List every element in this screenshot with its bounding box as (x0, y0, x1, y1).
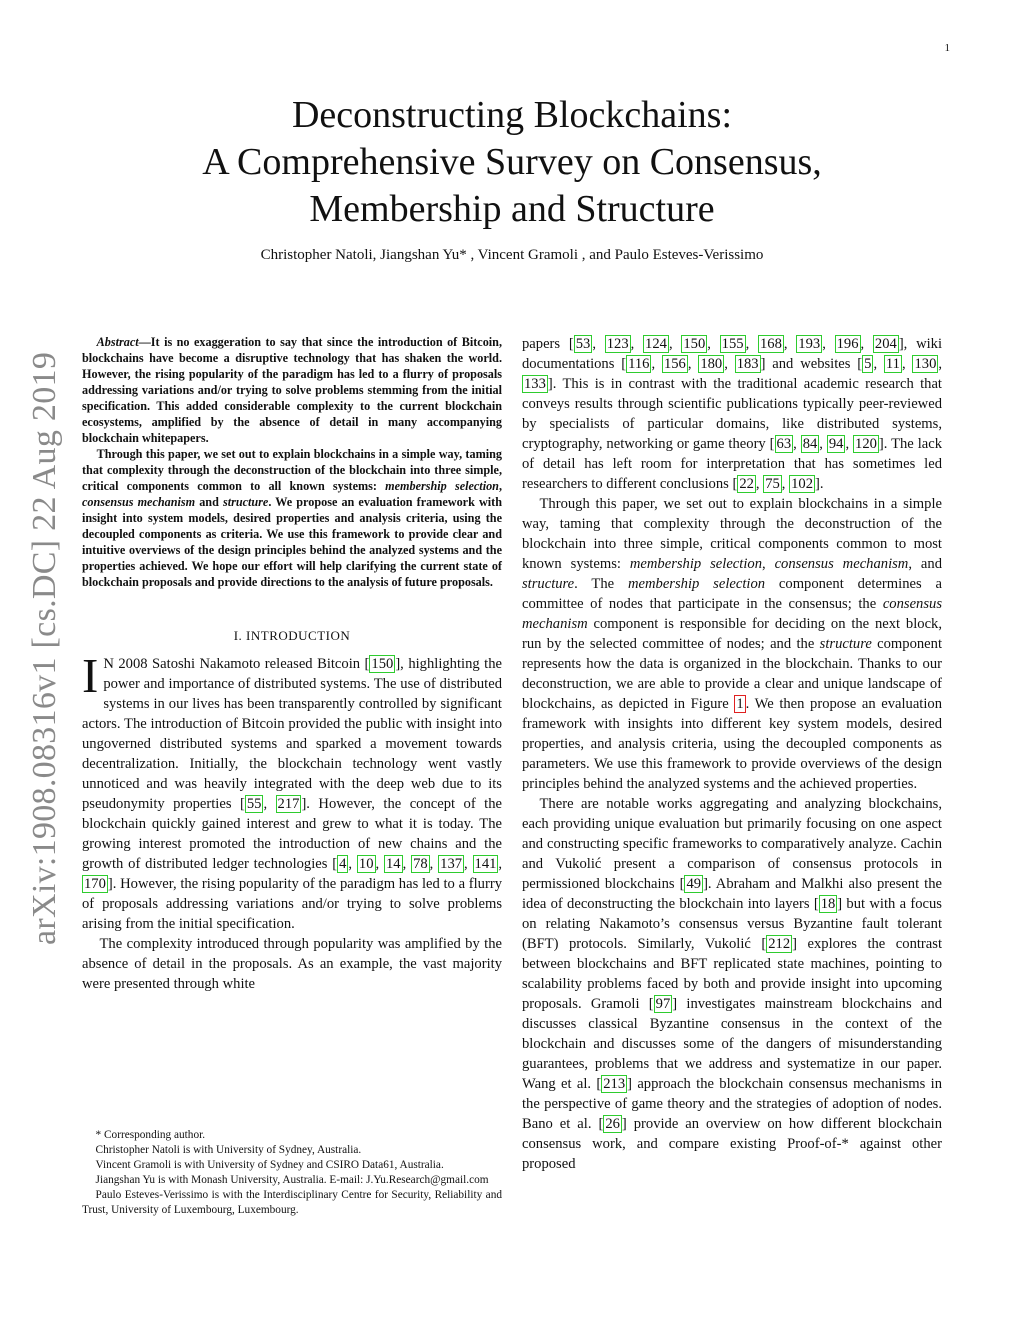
citation-link[interactable]: 130 (914, 356, 937, 372)
right-column (522, 334, 942, 1174)
citation-link[interactable]: 137 (440, 856, 463, 872)
citation-link[interactable]: 120 (855, 436, 877, 452)
arxiv-identifier-stamp: arXiv:1908.08316v1 [cs.DC] 22 Aug 2019 (26, 351, 63, 945)
abstract-lead: Abstract (96, 335, 139, 349)
intro-paragraph-5 (522, 794, 942, 1174)
citation-link[interactable]: 4 (339, 856, 347, 872)
citation-link[interactable]: 193 (798, 336, 821, 352)
intro-paragraph-2: The complexity introduced through popularity was amplified by the absence of detail in the proposals. As an example, the vast majority were presented through white (82, 936, 502, 992)
body-text: ] provide an overview on how different blockchain consensus work, and compare existing Proof-of-* against other proposed (522, 1116, 942, 1172)
left-column (82, 334, 502, 994)
emphasis: structure (819, 636, 872, 652)
citation-link[interactable]: 124 (645, 336, 667, 352)
citation-link[interactable]: 49 (686, 876, 702, 892)
footnote-affiliation: Vincent Gramoli is with University of Sydney and CSIRO Data61, Australia. (95, 1159, 444, 1171)
citation-link[interactable]: 155 (721, 336, 744, 352)
emphasis: consensus mechanism (774, 556, 909, 572)
body-text: papers [ (522, 336, 574, 352)
body-text: ] investigates mainstream blockchains and discusses classical Byzantine consensus in the context of the blockchain and discusses some of the dangers of misunderstanding guarantees, problems that we address and systematize in our paper. Wang et al. [ (522, 996, 942, 1092)
citation-link[interactable]: 212 (768, 936, 791, 952)
abstract-paragraph-1 (82, 334, 502, 446)
citation-link[interactable]: 84 (802, 436, 818, 452)
emphasis: membership selection (629, 556, 762, 572)
title-block (100, 92, 924, 265)
abstract-text: , (498, 479, 502, 493)
citation-link[interactable]: 75 (765, 476, 780, 492)
citation-link[interactable]: 18 (820, 896, 836, 912)
body-text: ]. Abraham and Malkhi also present the idea of deconstructing the blockchain into layers [ (522, 876, 942, 912)
figure-reference-link[interactable]: 1 (736, 696, 744, 712)
emphasis: structure (222, 495, 269, 509)
citation-link[interactable]: 14 (385, 856, 401, 872)
citation-link[interactable]: 11 (885, 356, 900, 372)
body-text: Through this paper, we set out to explain blockchains in a simple way, taming that complexity through the deconstruction of the blockchain into three simple, critical components common to most known systems: (522, 496, 942, 572)
citation-link[interactable]: 26 (605, 1116, 620, 1132)
body-text: ]. However, the rising popularity of the paradigm has led to a flurry of proposals addressing variations and/or trying to solve problems arising from the initial specification. (82, 876, 502, 932)
body-text: There are notable works aggregating and analyzing blockchains, each providing unique evaluation but primarily focusing on one aspect and constructing specific frameworks to comparatively analyze. Cachin and Vukolić present a comparison of consensus protocols in permissioned blockchains [ (522, 796, 942, 892)
citation-link[interactable]: 213 (603, 1076, 626, 1092)
body-text: ]. (814, 476, 824, 492)
emphasis: consensus mechanism (522, 596, 942, 632)
paper-title-line-1: Deconstructing Blockchains: (291, 94, 733, 136)
citation-link[interactable]: 180 (700, 356, 723, 372)
citation-link[interactable]: 141 (474, 856, 497, 872)
body-text: ]. The lack of detail has left room for interpretation that has sometimes led researchers to different conclusions [ (522, 436, 943, 492)
page-number: 1 (944, 42, 950, 54)
citation-link[interactable]: 133 (524, 376, 546, 392)
body-text: ] but with a focus on relating Nakamoto’s consensus versus Byzantine fault tolerant (BFT) protocols. Similarly, Vukolić [ (522, 896, 942, 952)
citation-link[interactable]: 123 (606, 336, 629, 352)
abstract-text: and (195, 495, 223, 509)
body-text: ] and websites [ (760, 356, 863, 372)
paper-title-line-3: Membership and Structure (309, 188, 715, 230)
abstract-text: . We propose an evaluation framework with insight into system models, desired properties and analysis criteria, using the decoupled components as criteria. We use this framework to provide clear and intuitive overviews of the design principles behind the analyzed systems and the properties achieved. We hope our effort will help clarifying the current state of blockchain proposals and provide directions to the analysis of future proposals. (82, 495, 502, 589)
emphasis: structure (522, 576, 575, 592)
introduction-body-left (82, 648, 503, 994)
section-heading-introduction: I. INTRODUCTION (233, 628, 351, 643)
citation-link[interactable]: 150 (371, 656, 394, 672)
citation-link[interactable]: 55 (246, 796, 262, 812)
emphasis: membership selection (385, 479, 499, 493)
emphasis: consensus mechanism (82, 495, 196, 509)
body-text: . The (574, 576, 628, 592)
author-list: Christopher Natoli, Jiangshan Yu* , Vincent Gramoli , and Paulo Esteves-Verissimo (260, 247, 764, 263)
citation-link[interactable]: 78 (413, 856, 428, 872)
citation-link[interactable]: 116 (628, 356, 650, 372)
body-text: ] explores the contrast between blockchains and BFT replicated state machines, pointing to scalability problems faced by both and provide insight into upcoming proposals. Gramoli [ (522, 936, 942, 1012)
footnote-affiliation: Jiangshan Yu is with Monash University, Australia. E-mail: J.Yu.Research@gmail.com (95, 1174, 489, 1186)
body-text: , and (908, 556, 942, 572)
body-text: component is responsible for deciding on the next block, run by the selected committee of nodes; and the (522, 616, 942, 652)
footnotes (82, 1128, 502, 1218)
intro-paragraph-3: papers [ 53 , 123 , 124 , 150 , 155 , 168 , 193 , 196 , 204 ], wiki documentations [ 116 , 156 , 180 , 183 ] and websites [ 5 , 11 , 130 , 133 ]. This is in contrast with the traditional academic research that conveys results through scientific publications typically peer-reviewed by specialists of particular domains, like distributed systems, cryptography, networking or game theory [ 63 , 84 , 94 , 120 ]. The lack of detail has left room for interpretation that has sometimes led researchers to different conclusions [ 22 , 75 , 102 ]. (522, 336, 943, 492)
citation-link[interactable]: 168 (759, 336, 782, 352)
body-text: . We then propose an evaluation framework with insights into different key system models, desired properties, and analysis criteria, using the decoupled components as parameters. We use this framework to provide overviews of the design principles behind the analyzed systems and the achieved properties. (522, 696, 942, 792)
citation-link[interactable]: 217 (277, 796, 300, 812)
body-text: ] approach the blockchain consensus mechanisms in the perspective of game theory and the strategies of adoption of nodes. Bano et al. [ (522, 1076, 942, 1132)
body-text: component represents how the data is organized in the blockchain. Thanks to our deconstruction, we are able to provide a clear and unique landscape of blockchains, as depicted in Figure (522, 636, 942, 712)
body-text: component determines a committee of nodes that participate in the consensus; the (522, 576, 942, 612)
footnote-corresponding-author: * Corresponding author. (95, 1129, 206, 1141)
body-text: ]. However, the concept of the blockchain quickly gained interest and grew to what it is today. The growing interest promoted the introduction of new chains and the growth of distributed ledger technologies [ (82, 796, 502, 872)
body-text: N 2008 Satoshi Nakamoto released Bitcoin [ (103, 656, 370, 672)
body-text: ]. This is in contrast with the traditional academic research that conveys results through scientific publications typically peer-reviewed by specialists of particular domains, like distributed systems, cryptography, networking or game theory [ (522, 376, 942, 452)
citation-link[interactable]: 63 (776, 436, 792, 452)
footnote-affiliation: Paulo Esteves-Verissimo is with the Interdisciplinary Centre for Security, Reliability and Trust, University of Luxembourg, Luxembourg. (82, 1189, 502, 1216)
abstract-paragraph-2 (82, 446, 502, 590)
citation-link[interactable]: 53 (575, 336, 591, 352)
introduction-body-right (522, 334, 942, 1174)
citation-link[interactable]: 156 (663, 356, 686, 372)
citation-link[interactable]: 94 (828, 436, 844, 452)
citation-link[interactable]: 150 (683, 336, 706, 352)
intro-paragraph-4 (522, 494, 942, 794)
paper-title-line-2: A Comprehensive Survey on Consensus, (202, 141, 822, 183)
citation-link[interactable]: 170 (84, 876, 106, 892)
intro-paragraph-1: I N 2008 Satoshi Nakamoto released Bitcoin [ 150 ], highlighting the power and importance of distributed systems. The use of distributed systems in our lives has been transparently controlled by significant actors. The introduction of Bitcoin provided the public with insight into ungoverned distributed systems and sparked a movement towards decentralization. Initially, the blockchain technology went vastly unnoticed and was heavily integrated with the deep web due to its pseudonymity properties [ 55 , 217 ]. However, the concept of the blockchain quickly gained interest and grew to what it is today. The growing interest promoted the introduction of new chains and the growth of distributed ledger technologies [ 4 , 10 , 14 , 78 , 137 , 141 , 170 ]. However, the rising popularity of the paradigm has led to a flurry of proposals addressing variations and/or trying to solve problems arising from the initial specification. (82, 648, 503, 932)
body-text: ], highlighting the power and importance of distributed systems. The use of distributed systems in our lives has been transparently controlled by significant actors. The introduction of Bitcoin provided the public with insight into ungoverned distributed systems and sparked a movement towards decentralization. Initially, the blockchain technology went vastly unnoticed and was heavily integrated with the deep web due to its pseudonymity properties [ (82, 656, 502, 812)
citation-link[interactable]: 10 (358, 856, 374, 872)
emphasis: membership selection (627, 576, 766, 592)
citation-link[interactable]: 102 (791, 476, 813, 492)
citation-link[interactable]: 183 (736, 356, 759, 372)
drop-cap: I (82, 648, 99, 703)
footnote-affiliation: Christopher Natoli is with University of Sydney, Australia. (95, 1144, 362, 1156)
citation-link[interactable]: 97 (655, 996, 671, 1012)
citation-link[interactable]: 5 (864, 356, 872, 372)
citation-link[interactable]: 196 (836, 336, 859, 352)
citation-link[interactable]: 204 (874, 336, 897, 352)
body-text: ], wiki documentations [ (522, 336, 943, 372)
abstract (82, 334, 502, 590)
abstract-text: Through this paper, we set out to explain blockchains in a simple way, taming that complexity through the deconstruction of the blockchain into three simple, critical components common to all known systems: (82, 447, 502, 493)
abstract-text: —It is no exaggeration to say that since the introduction of Bitcoin, blockchains have become a disruptive technology that has shaken the world. However, the rising popularity of the paradigm has led to a flurry of proposals addressing variations and/or trying to solve problems stemming from the initial specification. This added considerable complexity to the current blockchain ecosystems, amplified by the absence of detail in many accompanying blockchain whitepapers. (82, 335, 502, 445)
body-text: , (762, 556, 775, 572)
citation-link[interactable]: 22 (739, 476, 754, 492)
